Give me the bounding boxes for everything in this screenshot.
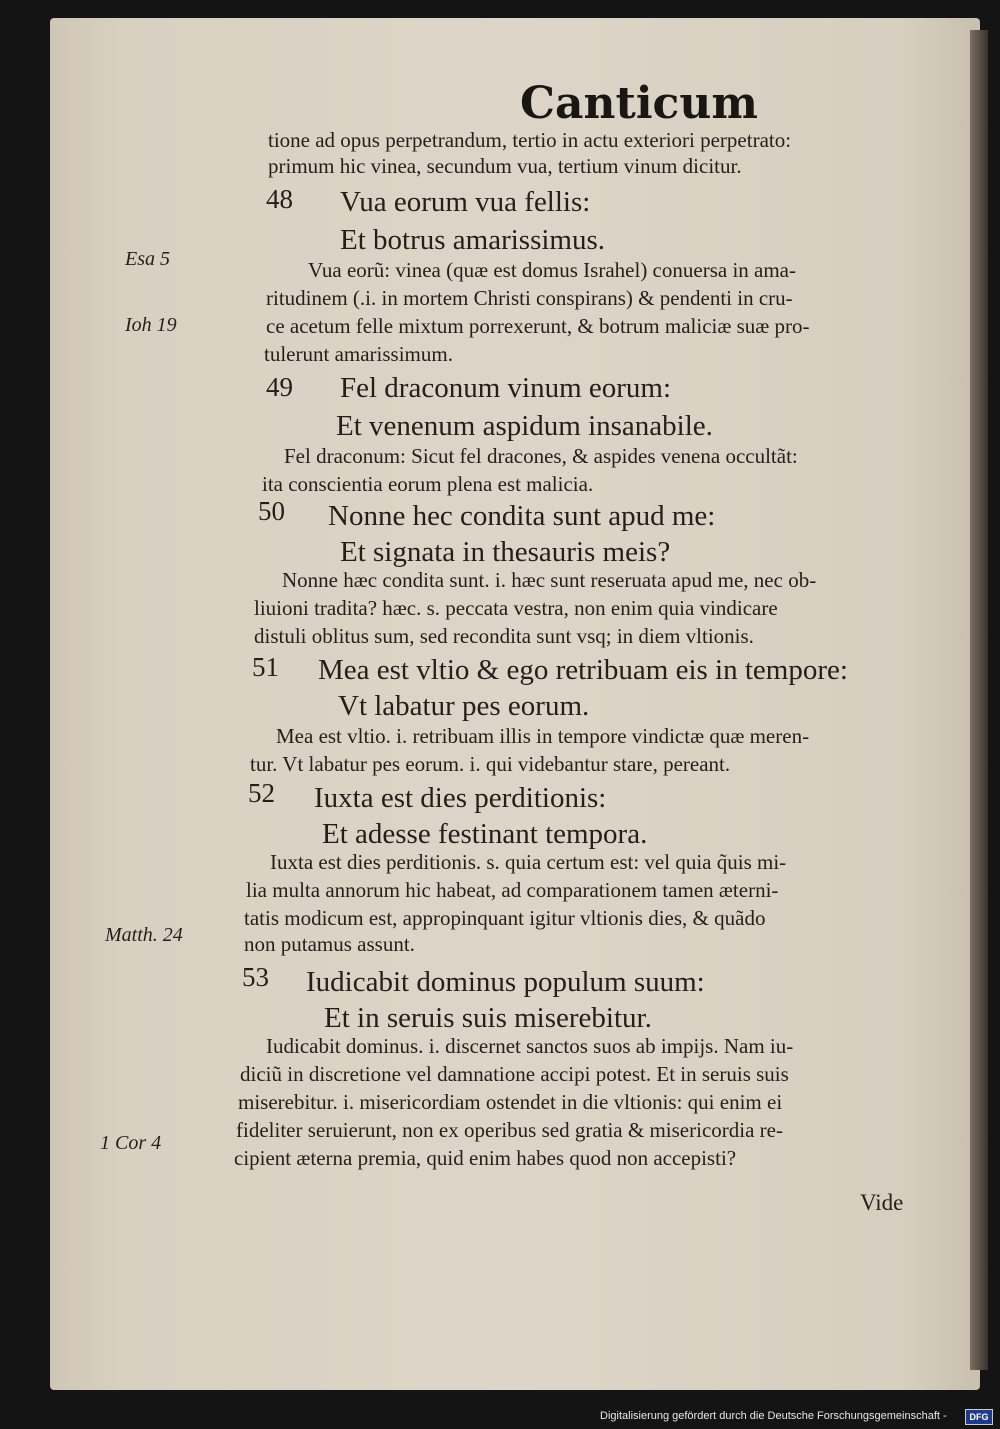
- verse-line: Vua eorum vua fellis:: [340, 186, 591, 218]
- commentary-line: tione ad opus perpetrandum, tertio in actu exteriori perpetrato:: [268, 128, 792, 152]
- commentary-line: diciũ in discretione vel damnatione accipi potest. Et in seruis suis: [240, 1062, 789, 1086]
- dfg-logo: DFG: [965, 1409, 993, 1425]
- verse-number: 53: [242, 962, 269, 992]
- commentary-line: primum hic vinea, secundum vua, tertium vinum dicitur.: [268, 154, 742, 178]
- commentary-line: distuli oblitus sum, sed recondita sunt vsq; in diem vltionis.: [254, 624, 754, 648]
- commentary-line: Fel draconum: Sicut fel dracones, & aspides venena occultãt:: [284, 444, 798, 468]
- verse-line: Fel draconum vinum eorum:: [340, 372, 672, 404]
- verse-line: Et in seruis suis miserebitur.: [324, 1002, 652, 1034]
- commentary-line: tatis modicum est, appropinquant igitur vltionis dies, & quãdo: [244, 906, 766, 930]
- commentary-line: Vua eorũ: vinea (quæ est domus Israhel) conuersa in ama-: [308, 258, 796, 282]
- commentary-line: fideliter seruierunt, non ex operibus sed gratia & misericordia re-: [236, 1118, 783, 1142]
- verse-number: 51: [252, 652, 279, 682]
- verse-line: Et venenum aspidum insanabile.: [336, 410, 713, 442]
- margin-note: Ioh 19: [125, 314, 177, 336]
- verse-line: Vt labatur pes eorum.: [338, 690, 590, 722]
- commentary-line: miserebitur. i. misericordiam ostendet in die vltionis: qui enim ei: [238, 1090, 783, 1114]
- commentary-line: Iuxta est dies perditionis. s. quia certum est: vel quia q̃uis mi-: [270, 850, 787, 874]
- commentary-line: ce acetum felle mixtum porrexerunt, & botrum maliciæ suæ pro-: [266, 314, 810, 338]
- commentary-line: Mea est vltio. i. retribuam illis in tempore vindictæ quæ meren-: [276, 724, 810, 748]
- verse-number: 49: [266, 372, 293, 402]
- commentary-line: lia multa annorum hic habeat, ad comparationem tamen æterni-: [246, 878, 779, 902]
- margin-note: Esa 5: [125, 248, 170, 270]
- verse-line: Nonne hec condita sunt apud me:: [328, 500, 716, 532]
- commentary-line: non putamus assunt.: [244, 932, 415, 956]
- commentary-line: Iudicabit dominus. i. discernet sanctos suos ab impijs. Nam iu-: [266, 1034, 794, 1058]
- verse-line: Et signata in thesauris meis?: [340, 536, 671, 568]
- catchword: Vide: [860, 1190, 904, 1215]
- verse-number: 52: [248, 778, 275, 808]
- margin-note: 1 Cor 4: [100, 1132, 162, 1154]
- running-header: Canticum: [520, 78, 758, 129]
- commentary-line: liuioni tradita? hæc. s. peccata vestra, non enim quia vindicare: [254, 596, 778, 620]
- commentary-line: tulerunt amarissimum.: [264, 342, 453, 366]
- verse-number: 48: [266, 184, 293, 214]
- commentary-line: ita conscientia eorum plena est malicia.: [262, 472, 594, 496]
- margin-note: Matth. 24: [105, 924, 183, 946]
- digitization-credit: Digitalisierung gefördert durch die Deutsche Forschungsgemeinschaft -: [600, 1410, 947, 1422]
- verse-line: Iuxta est dies perditionis:: [314, 782, 607, 814]
- verse-line: Mea est vltio & ego retribuam eis in tempore:: [318, 654, 848, 686]
- commentary-line: ritudinem (.i. in mortem Christi conspirans) & pendenti in cru-: [266, 286, 793, 310]
- commentary-line: cipient æterna premia, quid enim habes quod non accepisti?: [234, 1146, 737, 1170]
- verse-line: Et botrus amarissimus.: [340, 224, 606, 256]
- page-edge-shadow: [970, 30, 988, 1370]
- commentary-line: Nonne hæc condita sunt. i. hæc sunt reseruata apud me, nec ob-: [282, 568, 817, 592]
- verse-line: Iudicabit dominus populum suum:: [306, 966, 705, 998]
- verse-line: Et adesse festinant tempora.: [322, 818, 648, 850]
- verse-number: 50: [258, 496, 285, 526]
- commentary-line: tur. Vt labatur pes eorum. i. qui videbantur stare, pereant.: [250, 752, 731, 776]
